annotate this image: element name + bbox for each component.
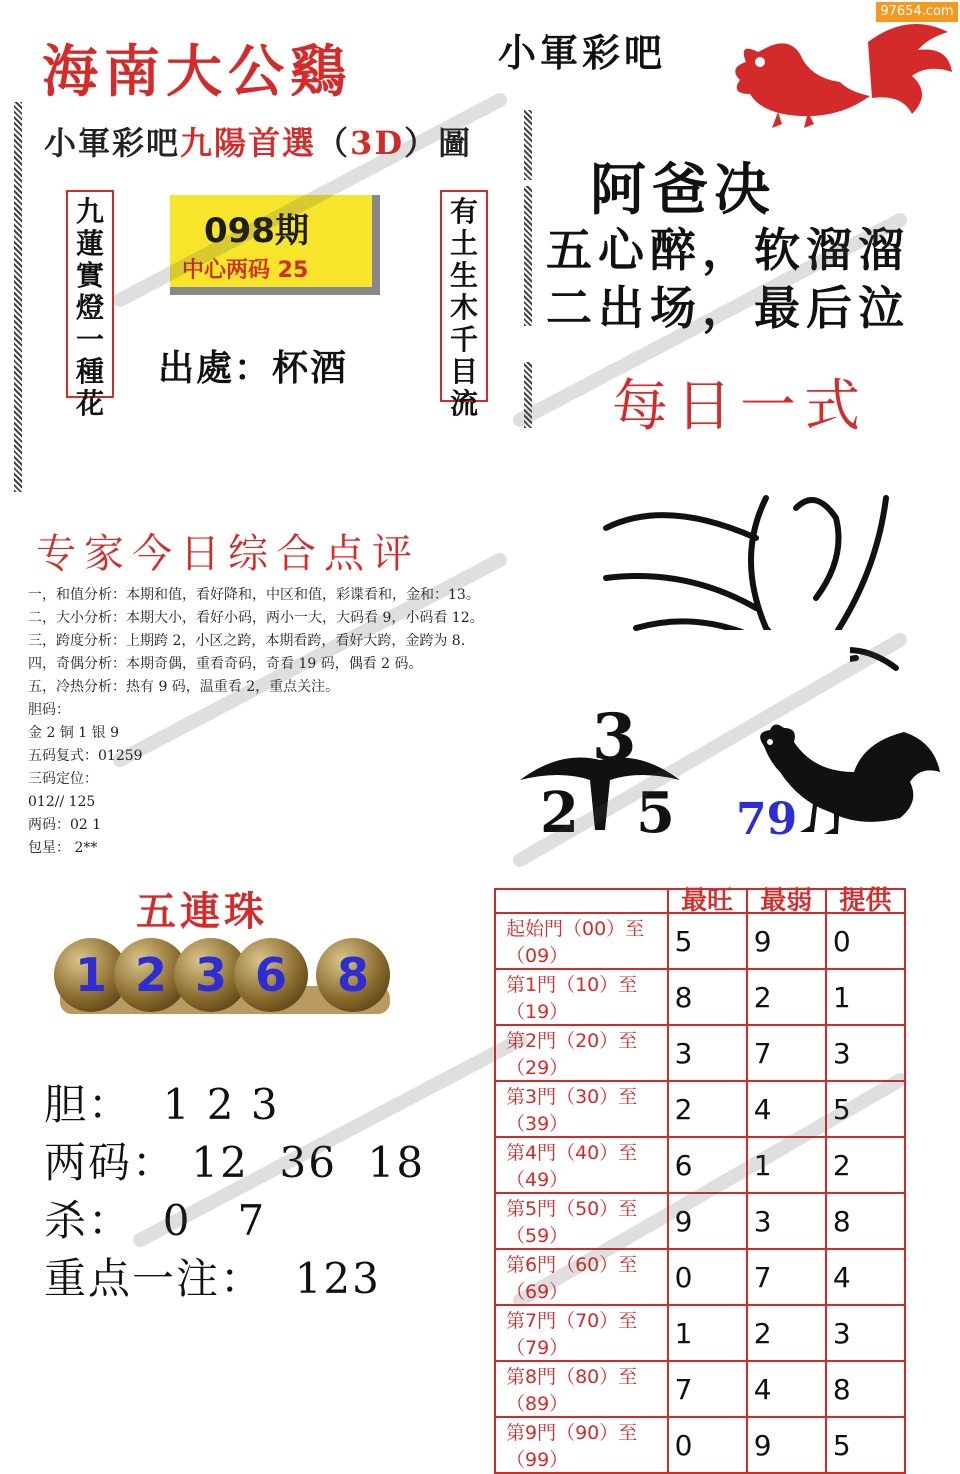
gate-label: 第2門（20）至（29） <box>495 1025 668 1081</box>
page-title: 海南大公鷄 <box>42 39 352 105</box>
expert-line: 三码定位： <box>28 771 98 787</box>
dan-picks: 胆： 1 2 3 <box>44 1080 280 1129</box>
cell-value: 9 <box>668 1193 747 1249</box>
sub-banner <box>44 118 472 164</box>
table-row <box>495 1417 905 1473</box>
gate-label: 第6門（60）至（69） <box>495 1249 668 1305</box>
table-header-cell <box>495 889 668 913</box>
table-header-cell: 提供 <box>826 889 905 913</box>
issue-number: 098期 <box>204 211 309 251</box>
panel-border-right-bottom <box>524 362 532 428</box>
banner-3d-tag: 3D <box>350 124 405 162</box>
gate-label: 起始門（00）至（09） <box>495 913 668 969</box>
cell-value: 0 <box>826 913 905 969</box>
table-row <box>495 913 905 969</box>
cell-value: 2 <box>747 969 826 1025</box>
cell-value: 9 <box>747 1417 826 1473</box>
gate-table <box>494 886 906 1471</box>
wulianzhu-title: 五連珠 <box>136 888 268 935</box>
table-row <box>495 1193 905 1249</box>
cell-value: 0 <box>668 1417 747 1473</box>
cell-value: 8 <box>668 969 747 1025</box>
expert-line: 012// 125 <box>28 794 96 810</box>
center-code: 中心两码 25 <box>182 258 309 283</box>
cell-value: 2 <box>668 1081 747 1137</box>
panel-border-left <box>14 102 22 492</box>
table-row <box>495 1249 905 1305</box>
poem-line-1: 五心醉，软溜溜 <box>546 223 910 277</box>
left-vertical-couplet: 九蓮實燈一種花 <box>66 190 114 398</box>
lucky-ball: 2 <box>114 938 188 1012</box>
expert-line: 五码复式：01259 <box>28 748 143 764</box>
expert-review-list <box>28 584 484 860</box>
rooster-red-illustration <box>718 12 954 132</box>
expert-line: 一，和值分析：本期和值，看好降和，中区和值，彩谍看和，金和：13。 <box>28 587 480 603</box>
cell-value: 3 <box>826 1305 905 1361</box>
cell-value: 1 <box>747 1137 826 1193</box>
lucky-ball: 3 <box>174 938 248 1012</box>
cell-value: 3 <box>826 1025 905 1081</box>
cell-value: 6 <box>668 1137 747 1193</box>
puzzle-extra-number: 79 <box>736 794 798 845</box>
table-row <box>495 1305 905 1361</box>
cell-value: 4 <box>826 1249 905 1305</box>
lucky-ball: 1 <box>54 938 128 1012</box>
poem-line-2: 二出场，最后泣 <box>546 281 910 335</box>
banner-suffix: 圖 <box>438 124 473 162</box>
expert-line: 金 2 铜 1 银 9 <box>28 725 119 741</box>
banner-prefix: 小軍彩吧 <box>44 124 181 162</box>
table-row <box>495 969 905 1025</box>
lucky-ball: 6 <box>234 938 308 1012</box>
table-row <box>495 1025 905 1081</box>
cell-value: 2 <box>826 1137 905 1193</box>
cell-value: 5 <box>826 1081 905 1137</box>
gate-label: 第3門（30）至（39） <box>495 1081 668 1137</box>
liangma-picks: 两码： 12 36 18 <box>44 1138 426 1187</box>
origin-label: 出處：杯酒 <box>158 347 349 389</box>
expert-review-title: 专家今日综合点评 <box>36 531 420 577</box>
cell-value: 2 <box>747 1305 826 1361</box>
cell-value: 5 <box>668 913 747 969</box>
expert-line: 五，冷热分析：热有 9 码，温重看 2，重点关注。 <box>28 679 340 695</box>
gate-table-grid <box>494 888 906 1474</box>
rooster-black-illustration <box>744 716 944 836</box>
table-header-cell: 最弱 <box>747 889 826 913</box>
expert-line: 二，大小分析：本期大小，看好小码，两小一大，大码看 9，小码看 12。 <box>28 610 484 626</box>
cell-value: 7 <box>747 1025 826 1081</box>
cell-value: 8 <box>826 1193 905 1249</box>
lucky-ball: 8 <box>316 938 390 1012</box>
daily-one-formula: 每日一式 <box>612 374 868 439</box>
table-row <box>495 1081 905 1137</box>
right-vertical-couplet: 有土生木千目流 <box>440 190 488 402</box>
cell-value: 7 <box>747 1249 826 1305</box>
cell-value: 7 <box>668 1361 747 1417</box>
sha-picks: 杀： 0 7 <box>44 1196 267 1245</box>
gate-label: 第7門（70）至（79） <box>495 1305 668 1361</box>
site-tag: 97654.com <box>876 2 958 22</box>
issue-box <box>170 195 380 295</box>
puzzle-top-digit: 3 <box>592 700 637 775</box>
table-header-row <box>495 889 905 913</box>
banner-red-text: 九陽首選 <box>180 124 317 162</box>
cover-patch <box>650 630 850 700</box>
gate-label: 第5門（50）至（59） <box>495 1193 668 1249</box>
panel-border-right-top <box>524 110 532 180</box>
expert-line: 四，奇偶分析：本期奇偶，重看奇码，奇看 19 码，偶看 2 码。 <box>28 656 423 672</box>
poem-title: 阿爸决 <box>590 157 776 223</box>
expert-line: 胆码： <box>28 702 70 718</box>
gate-label: 第1門（10）至（19） <box>495 969 668 1025</box>
table-header-cell: 最旺 <box>668 889 747 913</box>
key-pick: 重点一注： 123 <box>44 1254 381 1303</box>
puzzle-left-digit: 2 <box>540 780 579 846</box>
expert-line: 两码：02 1 <box>28 817 102 833</box>
gate-label: 第4門（40）至（49） <box>495 1137 668 1193</box>
table-row <box>495 1361 905 1417</box>
brand-name: 小軍彩吧 <box>498 30 667 75</box>
cell-value: 5 <box>826 1417 905 1473</box>
cell-value: 4 <box>747 1361 826 1417</box>
puzzle-right-digit: 5 <box>636 780 675 846</box>
cell-value: 3 <box>747 1193 826 1249</box>
expert-line: 包星： 2** <box>28 840 98 856</box>
expert-line: 三，跨度分析：上期跨 2，小区之跨，本期看跨，看好大跨，金跨为 8. <box>28 633 466 649</box>
gate-label: 第8門（80）至（89） <box>495 1361 668 1417</box>
cell-value: 4 <box>747 1081 826 1137</box>
banner-paren-close: ） <box>404 124 439 162</box>
cell-value: 8 <box>826 1361 905 1417</box>
banner-paren-open: （ <box>316 124 351 162</box>
cell-value: 0 <box>668 1249 747 1305</box>
gate-label: 第9門（90）至（99） <box>495 1417 668 1473</box>
cell-value: 1 <box>668 1305 747 1361</box>
panel-border-right-mid <box>524 186 532 326</box>
table-row <box>495 1137 905 1193</box>
cell-value: 3 <box>668 1025 747 1081</box>
cell-value: 1 <box>826 969 905 1025</box>
cell-value: 9 <box>747 913 826 969</box>
